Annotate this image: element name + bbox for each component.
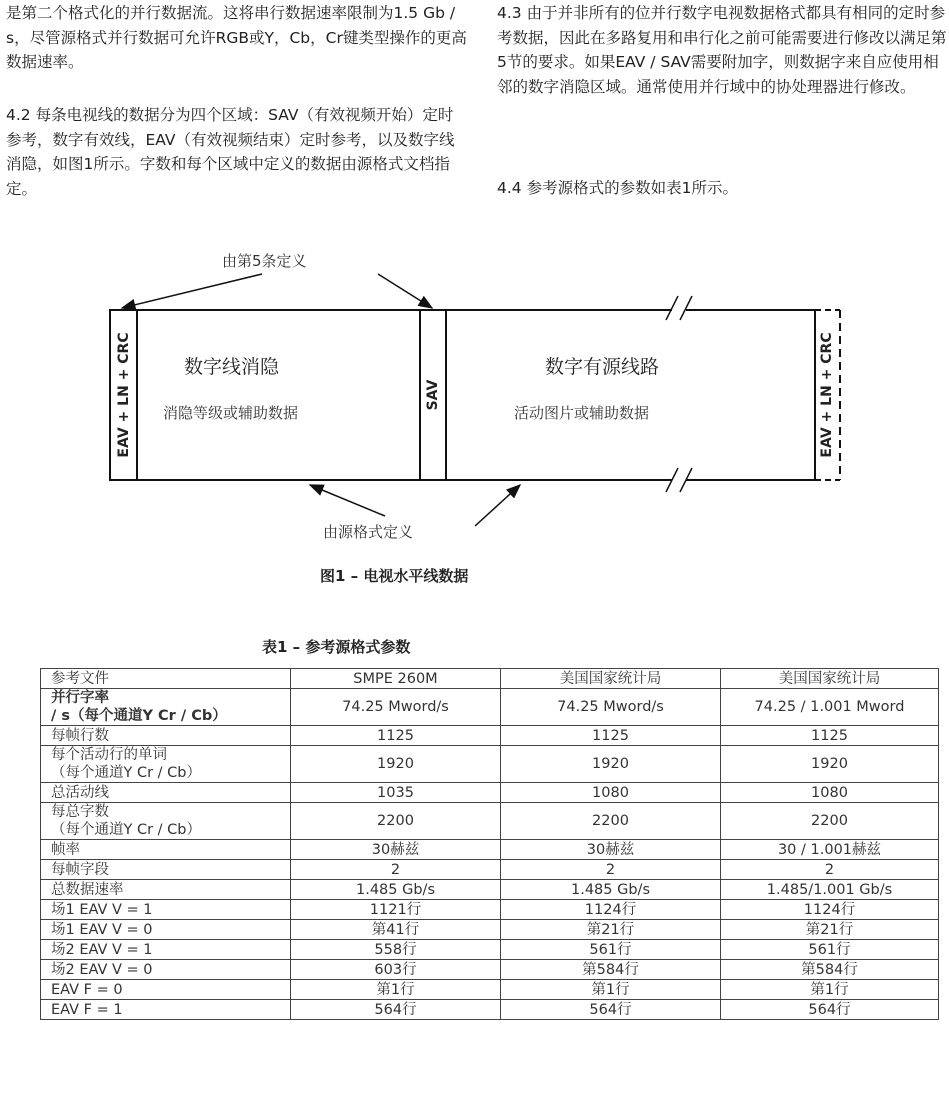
table-cell-value: 1.485 Gb/s <box>291 880 501 900</box>
table-cell-parameter: 参考文件 <box>41 669 291 689</box>
table-cell-value: 第41行 <box>291 920 501 940</box>
arrows <box>122 274 520 526</box>
table-cell-parameter: 每帧行数 <box>41 726 291 746</box>
table-cell-value: 1.485 Gb/s <box>501 880 721 900</box>
table-cell-parameter: 每个活动行的单词 （每个通道Y Cr / Cb） <box>41 746 291 783</box>
defined-by-source-label: 由源格式定义 <box>323 523 414 541</box>
eav-left-label: EAV + LN + CRC <box>116 332 132 458</box>
table-cell-value: 561行 <box>721 940 939 960</box>
table-cell-parameter: 场2 EAV V = 1 <box>41 940 291 960</box>
table-cell-value: 美国国家统计局 <box>501 669 721 689</box>
table-cell-value: 1920 <box>291 746 501 783</box>
table-cell-value: 1124行 <box>501 900 721 920</box>
table-row <box>41 960 939 980</box>
table-cell-value: 558行 <box>291 940 501 960</box>
sav-label: SAV <box>425 379 441 411</box>
table-cell-value: 564行 <box>501 1000 721 1020</box>
table-cell-value: 1124行 <box>721 900 939 920</box>
table-cell-value: 1125 <box>501 726 721 746</box>
blanking-subtitle: 消隐等级或辅助数据 <box>163 404 299 422</box>
table-cell-value: 1121行 <box>291 900 501 920</box>
table-row <box>41 980 939 1000</box>
table-row <box>41 900 939 920</box>
table-cell-parameter: 每帧字段 <box>41 860 291 880</box>
table-cell-value: 第1行 <box>501 980 721 1000</box>
table-caption: 表1 – 参考源格式参数 <box>262 638 411 656</box>
table-cell-parameter: EAV F = 0 <box>41 980 291 1000</box>
defined-by-clause5-label: 由第5条定义 <box>222 252 307 270</box>
table-cell-parameter: 总活动线 <box>41 783 291 803</box>
table-cell-value: 2200 <box>721 803 939 840</box>
table-cell-value: 2 <box>291 860 501 880</box>
table-cell-parameter: 场1 EAV V = 0 <box>41 920 291 940</box>
table-cell-value: 第584行 <box>721 960 939 980</box>
table-cell-value: 2200 <box>291 803 501 840</box>
table-cell-value: 1080 <box>501 783 721 803</box>
table-cell-value: 1035 <box>291 783 501 803</box>
table-cell-value: 第21行 <box>501 920 721 940</box>
table-cell-value: 564行 <box>721 1000 939 1020</box>
table-cell-value: 1080 <box>721 783 939 803</box>
table-cell-parameter: 并行字率 / s（每个通道Y Cr / Cb） <box>41 689 291 726</box>
table-row <box>41 783 939 803</box>
table-row <box>41 669 939 689</box>
eav-right-label: EAV + LN + CRC <box>819 332 835 458</box>
table-cell-value: SMPE 260M <box>291 669 501 689</box>
table-cell-value: 561行 <box>501 940 721 960</box>
table-row <box>41 726 939 746</box>
table-cell-value: 74.25 / 1.001 Mword <box>721 689 939 726</box>
table-cell-value: 564行 <box>291 1000 501 1020</box>
table-cell-value: 2200 <box>501 803 721 840</box>
paragraph-4-4: 4.4 参考源格式的参数如表1所示。 <box>497 179 738 197</box>
table-cell-value: 1.485/1.001 Gb/s <box>721 880 939 900</box>
table-row <box>41 860 939 880</box>
table-cell-value: 第1行 <box>291 980 501 1000</box>
table-cell-value: 603行 <box>291 960 501 980</box>
table-cell-value: 30 / 1.001赫兹 <box>721 840 939 860</box>
line-box <box>110 310 815 480</box>
table-cell-value: 30赫兹 <box>291 840 501 860</box>
break-marks <box>666 296 692 492</box>
paragraph-4-1-continued: 是第二个格式化的并行数据流。这将串行数据速率限制为1.5 Gb / s，尽管源格式并行数据可允许RGB或Y，Cb，Cr键类型操作的更高数据速率。 <box>6 4 467 71</box>
table-cell-value: 74.25 Mword/s <box>501 689 721 726</box>
table-cell-value: 1920 <box>501 746 721 783</box>
table-cell-value: 2 <box>501 860 721 880</box>
table-cell-value: 1920 <box>721 746 939 783</box>
table-cell-parameter: 帧率 <box>41 840 291 860</box>
table-row <box>41 689 939 726</box>
table-cell-value: 美国国家统计局 <box>721 669 939 689</box>
figure-diagram <box>0 230 949 530</box>
parameters-table <box>40 668 939 1020</box>
table-row <box>41 746 939 783</box>
table-cell-value: 2 <box>721 860 939 880</box>
table-row <box>41 880 939 900</box>
table-row <box>41 920 939 940</box>
table-cell-value: 第21行 <box>721 920 939 940</box>
table-cell-value: 74.25 Mword/s <box>291 689 501 726</box>
table-cell-parameter: 总数据速率 <box>41 880 291 900</box>
table-cell-value: 第1行 <box>721 980 939 1000</box>
paragraph-4-2: 4.2 每条电视线的数据分为四个区域：SAV（有效视频开始）定时参考，数字有效线，EAV（有效视频结束）定时参考，以及数字线消隐，如图1所示。字数和每个区域中定义的数据由源格式文档指定。 <box>6 106 455 198</box>
table-cell-parameter: 场1 EAV V = 1 <box>41 900 291 920</box>
table-cell-value: 第584行 <box>501 960 721 980</box>
table-cell-value: 1125 <box>291 726 501 746</box>
table-cell-value: 1125 <box>721 726 939 746</box>
active-title: 数字有源线路 <box>545 356 660 378</box>
table-cell-value: 30赫兹 <box>501 840 721 860</box>
paragraph-4-3: 4.3 由于并非所有的位并行数字电视数据格式都具有相同的定时参考数据，因此在多路复用和串行化之前可能需要进行修改以满足第5节的要求。如果EAV / SAV需要附加字，则数据字来自应使用相邻的数字消隐区域。通常使用并行域中的协处理器进行修改。 <box>497 4 947 96</box>
table-cell-parameter: EAV F = 1 <box>41 1000 291 1020</box>
figure-caption: 图1 – 电视水平线数据 <box>320 567 469 585</box>
table-row <box>41 1000 939 1020</box>
active-subtitle: 活动图片或辅助数据 <box>514 404 650 422</box>
blanking-title: 数字线消隐 <box>184 356 280 378</box>
table-cell-parameter: 场2 EAV V = 0 <box>41 960 291 980</box>
table-cell-parameter: 每总字数 （每个通道Y Cr / Cb） <box>41 803 291 840</box>
table-row <box>41 840 939 860</box>
table-row <box>41 940 939 960</box>
table-row <box>41 803 939 840</box>
